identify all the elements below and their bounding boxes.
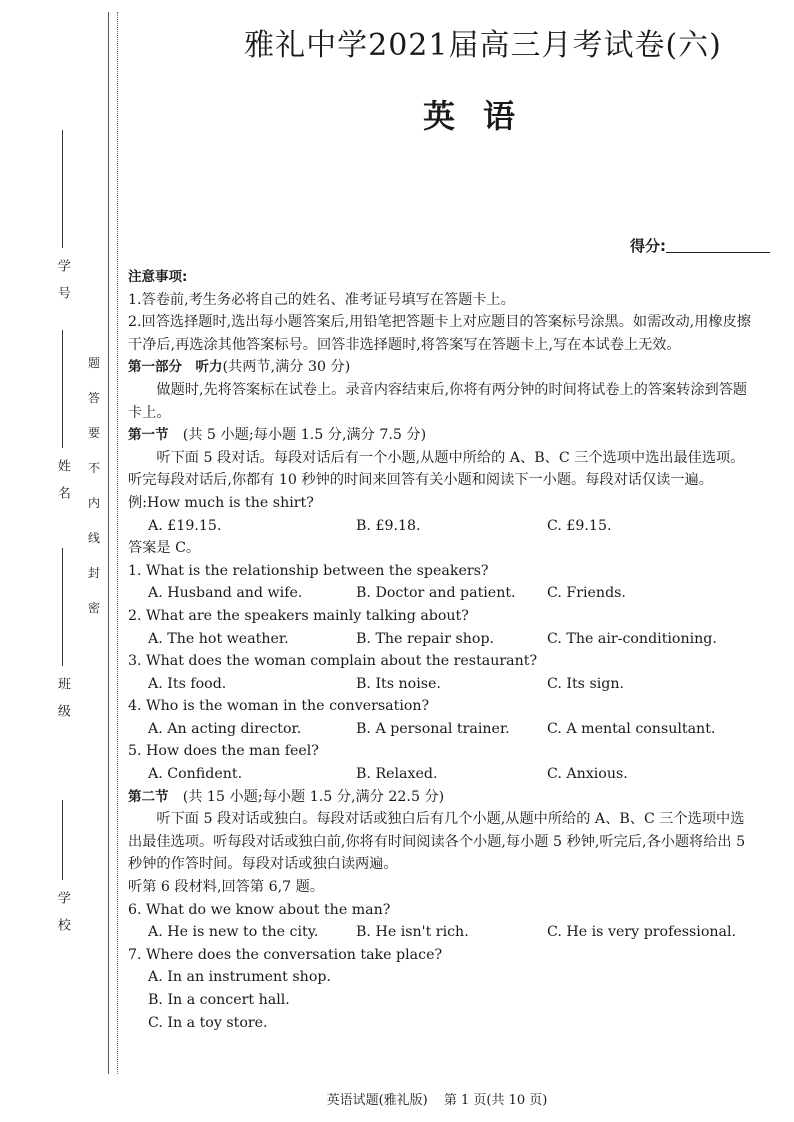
question-4-options	[128, 718, 758, 741]
option-c[interactable]: C. He is very professional.	[547, 924, 737, 941]
seal-char: 题	[87, 356, 100, 370]
option-c[interactable]: C. The air-conditioning.	[547, 630, 717, 647]
question-1: 1. What is the relationship between the speakers?	[128, 562, 489, 579]
seal-char: 线	[87, 531, 100, 545]
question-5-options	[128, 763, 758, 786]
seal-char: 内	[87, 496, 100, 510]
note-item: 1.答卷前,考生务必将自己的姓名、准考证号填写在答题卡上。	[128, 291, 515, 308]
name-label: 姓名	[54, 459, 70, 513]
question-1-options	[128, 582, 758, 605]
question-2: 2. What are the speakers mainly talking about?	[128, 607, 469, 624]
option-b[interactable]: B. In a concert hall.	[148, 992, 290, 1008]
score-blank[interactable]	[666, 238, 770, 253]
part1-instruction: 做题时,先将答案标在试卷上。录音内容结束后,你将有两分钟的时间将试卷上的答案转涂到答题卡上。	[128, 381, 748, 421]
footer-page-number: 第 1 页(共 10 页)	[443, 1093, 548, 1108]
question-3-options	[128, 673, 758, 696]
example-question: 例:How much is the shirt?	[128, 494, 314, 511]
section1-heading: 第一节	[128, 427, 169, 444]
option-c[interactable]: C. In a toy store.	[148, 1014, 268, 1031]
name-blank[interactable]	[62, 330, 63, 448]
option-c[interactable]: C. A mental consultant.	[547, 720, 716, 737]
option-b[interactable]: B. The repair shop.	[356, 630, 495, 647]
seal-char: 答	[87, 391, 100, 405]
section1-instruction: 听下面 5 段对话。每段对话后有一个小题,从题中所给的 A、B、C 三个选项中选出最佳选项。听完每段对话后,你都有 10 秒钟的时间来回答有关小题和阅读下一小题。每段对话仅读一遍。	[128, 449, 745, 489]
seal-char: 不	[87, 461, 100, 475]
option-c[interactable]: C. Anxious.	[547, 766, 628, 783]
option-b[interactable]: B. He isn't rich.	[356, 924, 469, 941]
school-label: 学校	[54, 891, 70, 945]
option-b[interactable]: B. Relaxed.	[356, 766, 438, 783]
page-footer	[40, 1089, 794, 1108]
option-b[interactable]: B. £9.18.	[356, 517, 421, 534]
option-a[interactable]: A. Husband and wife.	[148, 585, 303, 602]
question-6-options	[128, 921, 758, 944]
notes-heading: 注意事项:	[128, 269, 188, 285]
class-label: 班级	[54, 677, 70, 731]
student-id-blank[interactable]	[62, 130, 63, 248]
seal-notice	[84, 345, 104, 625]
option-b[interactable]: B. Its noise.	[356, 675, 441, 692]
cut-line	[117, 12, 118, 1074]
option-a[interactable]: A. The hot weather.	[148, 630, 289, 647]
class-field[interactable]	[52, 548, 72, 734]
student-id-label: 学号	[54, 259, 70, 313]
part1-heading-note: (共两节,满分 30 分)	[222, 359, 351, 376]
question-6: 6. What do we know about the man?	[128, 901, 391, 918]
question-2-options	[128, 628, 758, 651]
exam-body	[128, 266, 758, 1034]
section2-instruction: 听下面 5 段对话或独白。每段对话或独白后有几个小题,从题中所给的 A、B、C 三个选项中选出最佳选项。听每段对话或独白前,你将有时间阅读各个小题,每小题 5 秒钟,听完后,各小题将给出 5 秒钟的作答时间。每段对话或独白读两遍。	[128, 811, 746, 873]
name-field[interactable]	[52, 330, 72, 516]
student-id-field[interactable]	[52, 130, 72, 316]
option-a[interactable]: A. In an instrument shop.	[148, 969, 331, 986]
section2-heading-line	[128, 786, 758, 809]
part1-heading: 第一部分 听力	[128, 359, 223, 376]
example-options	[128, 515, 758, 538]
question-5: 5. How does the man feel?	[128, 743, 319, 760]
question-4: 4. Who is the woman in the conversation?	[128, 698, 430, 715]
section2-heading-note: (共 15 小题;每小题 1.5 分,满分 22.5 分)	[182, 788, 445, 805]
option-b[interactable]: B. A personal trainer.	[356, 720, 510, 737]
exam-title: 雅礼中学2021届高三月考试卷(六)	[244, 28, 722, 63]
class-blank[interactable]	[62, 548, 63, 666]
binding-line	[108, 12, 109, 1074]
option-b[interactable]: B. Doctor and patient.	[356, 585, 516, 602]
score-box	[630, 235, 770, 256]
school-blank[interactable]	[62, 800, 63, 880]
part1-heading-line	[128, 356, 758, 379]
question-7: 7. Where does the conversation take place?	[128, 946, 443, 963]
score-label: 得分:	[630, 237, 666, 255]
option-c[interactable]: C. Its sign.	[547, 675, 625, 692]
seal-char: 要	[87, 426, 100, 440]
section1-heading-note: (共 5 小题;每小题 1.5 分,满分 7.5 分)	[182, 427, 427, 444]
seal-char: 封	[87, 566, 100, 580]
school-field[interactable]	[52, 800, 72, 948]
material-note: 听第 6 段材料,回答第 6,7 题。	[128, 879, 325, 896]
section1-heading-line	[128, 424, 758, 447]
option-a[interactable]: A. Confident.	[148, 766, 243, 783]
subject-title: 英语	[422, 97, 543, 135]
option-c[interactable]: C. £9.15.	[547, 517, 612, 534]
binding-margin	[0, 0, 120, 1122]
question-3: 3. What does the woman complain about the restaurant?	[128, 653, 538, 670]
note-item: 2.回答选择题时,选出每小题答案后,用铅笔把答题卡上对应题目的答案标号涂黑。如需改动,用橡皮擦干净后,再选涂其他答案标号。回答非选择题时,将答案写在答题卡上,写在本试卷上无效。	[128, 314, 751, 353]
option-a[interactable]: A. He is new to the city.	[148, 924, 319, 941]
option-a[interactable]: A. An acting director.	[148, 720, 302, 737]
seal-char: 密	[87, 601, 100, 615]
option-c[interactable]: C. Friends.	[547, 585, 626, 602]
option-a[interactable]: A. £19.15.	[148, 517, 222, 534]
example-answer: 答案是 C。	[128, 540, 201, 557]
option-a[interactable]: A. Its food.	[148, 675, 227, 692]
footer-paper: 英语试题(雅礼版)	[326, 1093, 428, 1108]
section2-heading: 第二节	[128, 788, 169, 805]
